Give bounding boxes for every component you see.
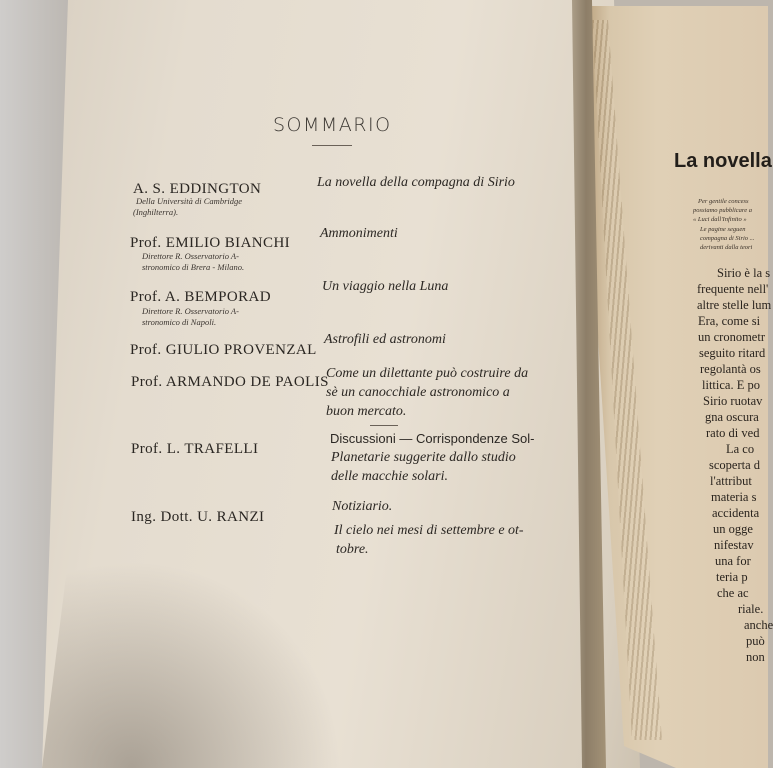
article-title: tobre. <box>336 542 369 557</box>
right-page-text: un cronometr <box>698 330 765 344</box>
right-page-text: l'attribut <box>710 474 752 488</box>
title-divider <box>312 145 352 146</box>
right-page-intro: possiamo pubblicare a <box>693 207 752 214</box>
right-page-text: regolantà os <box>700 362 761 376</box>
right-page-intro: Le pagine seguen <box>700 226 746 233</box>
author-affiliation: (Inghilterra). <box>133 207 179 217</box>
page-shadow <box>42 560 342 768</box>
right-page-text: Sirio ruotav <box>703 394 763 408</box>
article-title: Notiziario. <box>332 499 393 514</box>
article-title: La novella della compagna di Sirio <box>317 175 515 190</box>
article-title: Il cielo nei mesi di settembre e ot- <box>334 523 524 538</box>
author-name: Prof. L. TRAFELLI <box>131 441 259 457</box>
right-page-text: scoperta d <box>709 458 761 472</box>
right-page-text: accidenta <box>712 506 760 520</box>
right-page-text: gna oscura <box>705 410 759 424</box>
article-title: Astrofili ed astronomi <box>324 332 446 347</box>
right-page-text: teria p <box>716 570 748 584</box>
right-page-intro: « Luci dall'Infinito » <box>693 216 747 223</box>
author-affiliation: stronomico di Brera - Milano. <box>142 262 245 272</box>
right-page-text: rato di ved <box>706 426 760 440</box>
right-page-text: altre stelle lum <box>697 298 772 312</box>
article-title: buon mercato. <box>326 404 407 419</box>
page-title: SOMMARIO <box>273 114 392 136</box>
right-page-intro: Per gentile concess <box>698 198 749 205</box>
author-name: Ing. Dott. U. RANZI <box>131 509 265 525</box>
author-name: Prof. ARMANDO DE PAOLIS <box>131 374 329 390</box>
article-title: sè un canocchiale astronomico a <box>326 385 510 400</box>
right-page-intro: derivanti dalla teori <box>700 244 753 251</box>
author-name: Prof. EMILIO BIANCHI <box>130 235 291 251</box>
article-title: Planetarie suggerite dallo studio <box>331 450 516 465</box>
right-page-text: anche <box>744 618 773 632</box>
right-page-text: Era, come si <box>698 314 761 328</box>
right-page-intro: compagna di Sirio ... <box>700 235 755 242</box>
article-title: Un viaggio nella Luna <box>322 279 449 294</box>
author-name: A. S. EDDINGTON <box>133 181 262 197</box>
right-page-text: non <box>746 650 765 664</box>
right-page-text: una for <box>715 554 751 568</box>
section-divider <box>370 425 398 426</box>
right-page-text: seguito ritard <box>699 346 766 360</box>
author-affiliation: stronomico di Napoli. <box>142 317 217 327</box>
author-affiliation: Direttore R. Osservatorio A- <box>142 306 239 316</box>
author-affiliation: Direttore R. Osservatorio A- <box>142 251 239 261</box>
article-title: Discussioni — Corrispondenze Sol- <box>330 431 535 446</box>
right-page-text: Sirio è la s <box>717 266 771 280</box>
right-page-text: La co <box>726 442 755 456</box>
article-title: Come un dilettante può costruire da <box>326 366 529 381</box>
right-page-text: nifestav <box>714 538 754 552</box>
article-title: delle macchie solari. <box>331 469 449 484</box>
right-page-text: frequente nell' <box>697 282 769 296</box>
right-page-text: riale. <box>738 602 764 616</box>
article-title: Ammonimenti <box>320 226 398 241</box>
right-page-title: La novella <box>674 150 772 172</box>
author-affiliation: Della Università di Cambridge <box>136 196 243 206</box>
right-page-text: che ac <box>717 586 749 600</box>
author-name: Prof. GIULIO PROVENZAL <box>130 342 317 358</box>
right-page-text: può <box>746 634 765 648</box>
right-page-text: materia s <box>711 490 757 504</box>
right-page-text: un ogge <box>713 522 753 536</box>
right-page-text: littica. E po <box>702 378 760 392</box>
author-name: Prof. A. BEMPORAD <box>130 289 271 305</box>
